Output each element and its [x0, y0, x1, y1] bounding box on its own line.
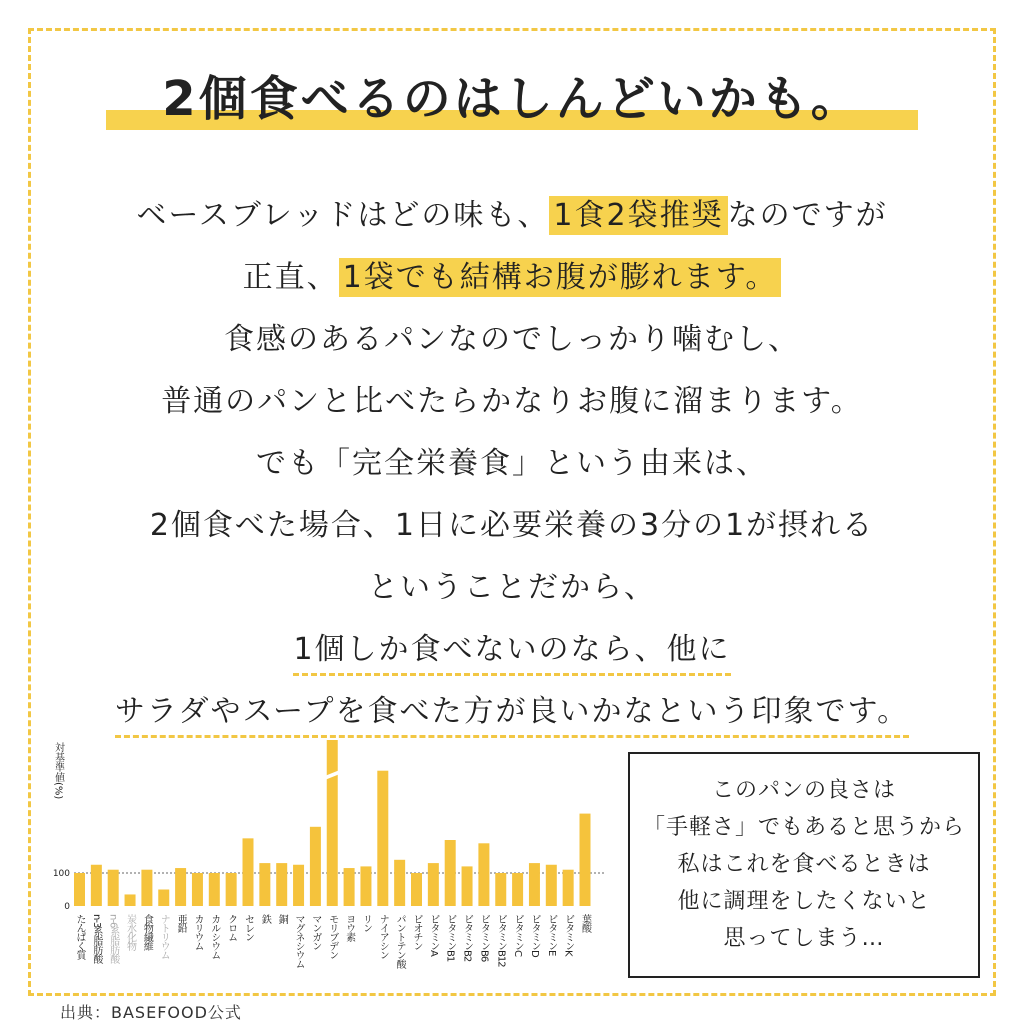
x-tick-label: ナトリウム: [158, 914, 170, 959]
bar: [580, 814, 591, 906]
x-tick-label: n-3系脂肪酸: [90, 914, 102, 964]
body-text-segment: でも「完全栄養食」という由来は、: [256, 446, 768, 481]
x-tick-label: 炭水化物: [124, 914, 136, 950]
x-tick-label: ビタミンB6: [478, 914, 490, 962]
x-tick-label: 銅: [276, 914, 288, 923]
x-tick-label: ビオチン: [411, 914, 422, 950]
body-text-segment: ということだから、: [368, 570, 656, 605]
x-tick-label: カルシウム: [208, 914, 220, 959]
source-label: 出典：BASEFOOD公式: [60, 1003, 242, 1022]
bar: [175, 868, 186, 906]
bar: [158, 890, 169, 907]
x-tick-label: カリウム: [191, 914, 203, 950]
bar: [310, 827, 321, 906]
x-tick-label: 葉酸: [579, 914, 591, 932]
bar: [344, 868, 355, 906]
bar: [394, 860, 405, 906]
bar: [74, 873, 85, 906]
x-tick-label: ビタミンK: [562, 914, 574, 956]
x-tick-label: セレン: [242, 914, 254, 941]
x-tick-label: マグネシウム: [293, 914, 305, 968]
bar: [428, 863, 439, 906]
bar: [91, 865, 102, 906]
y-tick-label: 0: [64, 902, 70, 912]
x-tick-label: ビタミンB1: [444, 914, 456, 962]
body-text-segment: なのですが: [727, 198, 888, 233]
body-line: [0, 190, 1024, 234]
x-tick-label: たんぱく質: [74, 914, 85, 959]
bar: [327, 740, 338, 906]
bar: [209, 873, 220, 906]
x-tick-label: 鉄: [259, 914, 271, 923]
body-line: [0, 500, 1024, 544]
body-text-segment: 2個食べた場合、1日に必要栄養の3分の1が摂れる: [149, 508, 875, 543]
x-tick-label: パントテン酸: [394, 914, 406, 968]
body-text-segment: ベースブレッドはどの味も、: [136, 198, 550, 233]
body-line-text: [115, 694, 909, 738]
x-tick-label: ビタミンB2: [461, 914, 473, 962]
body-text-segment: 食感のあるパンなのでしっかり噛むし、: [224, 322, 800, 357]
bar: [512, 873, 523, 906]
speech-line: 私はこれを食べるときは: [677, 852, 931, 877]
bar: [226, 873, 237, 906]
body-line-text: [293, 632, 730, 676]
bar: [259, 863, 270, 906]
speech-line: 思ってしまう…: [723, 926, 885, 951]
x-tick-label: リン: [360, 914, 372, 932]
highlight-text: 1袋でも結構お腹が膨れます。: [339, 258, 782, 297]
body-text-segment: 1個しか食べないのなら、他に: [293, 632, 731, 667]
body-line-text: [161, 384, 863, 419]
bar: [563, 870, 574, 906]
x-tick-label: ビタミンA: [427, 914, 439, 956]
speech-line: 「手軽さ」でもあると思うから: [642, 815, 965, 840]
x-tick-label: ヨウ素: [343, 914, 355, 941]
speech-line: 他に調理をしたくないと: [677, 889, 931, 914]
body-line: [0, 438, 1024, 482]
body-line-text: [136, 196, 887, 235]
body-line: [0, 624, 1024, 668]
bar: [125, 894, 136, 906]
x-tick-label: ナイアシン: [377, 914, 389, 959]
body-line-text: [256, 446, 768, 481]
x-tick-label: 食物繊維: [141, 914, 153, 950]
bar: [276, 863, 287, 906]
x-tick-label: n-6系脂肪酸: [107, 914, 119, 964]
bar: [411, 873, 422, 906]
page-title: 2個食べるのはしんどいかも。: [162, 71, 862, 127]
x-tick-label: モリブデン: [326, 914, 338, 959]
nutrition-bar-chart: [40, 734, 610, 984]
x-tick-label: 亜鉛: [175, 914, 187, 932]
body-line-text: [150, 508, 874, 543]
bar: [192, 873, 203, 906]
body-line: [0, 686, 1024, 730]
body-line: [0, 252, 1024, 296]
body-line: [0, 314, 1024, 358]
bar: [243, 838, 254, 906]
bar: [293, 865, 304, 906]
title-wrap: [0, 60, 1024, 129]
body-text-segment: サラダやスープを食べた方が良いかなという印象です。: [114, 694, 910, 729]
speech-line: このパンの良さは: [711, 778, 896, 803]
x-tick-label: クロム: [225, 914, 237, 941]
y-axis-label: 対基準値(%): [52, 742, 64, 800]
x-tick-label: ビタミンD: [528, 914, 540, 957]
bar: [546, 865, 557, 906]
x-tick-label: ビタミンE: [545, 914, 557, 956]
bar: [462, 866, 473, 906]
body-line: [0, 562, 1024, 606]
bar: [478, 843, 489, 906]
bar: [445, 840, 456, 906]
body-line-text: [368, 570, 656, 605]
bar: [141, 870, 152, 906]
bar: [360, 866, 371, 906]
body-line-text: [224, 322, 800, 357]
y-tick-label: 100: [52, 869, 70, 879]
body-text-segment: 正直、: [242, 260, 339, 295]
bar: [495, 873, 506, 906]
highlight-text: 1食2袋推奨: [549, 196, 727, 235]
body-text-segment: 普通のパンと比べたらかなりお腹に溜まります。: [161, 384, 863, 419]
bar: [377, 771, 388, 906]
bar: [529, 863, 540, 906]
speech-bubble: [628, 752, 980, 978]
body-line-text: [243, 258, 782, 297]
x-tick-label: マンガン: [309, 914, 321, 950]
bar: [108, 870, 119, 906]
x-tick-label: ビタミンC: [512, 914, 524, 956]
body-line: [0, 376, 1024, 420]
x-tick-label: ビタミンB12: [495, 914, 507, 967]
